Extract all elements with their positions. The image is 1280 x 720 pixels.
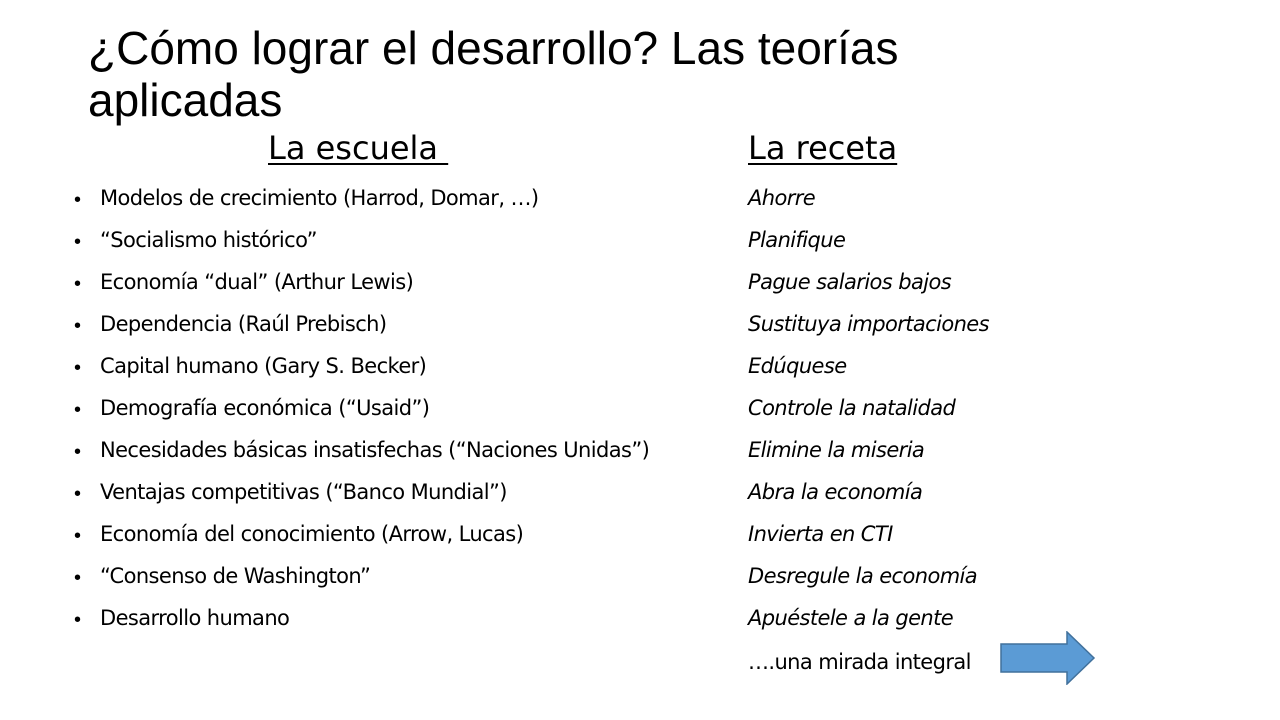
recipe-text: Pague salarios bajos (748, 270, 952, 294)
bullet-icon: • (74, 357, 82, 379)
school-text: “Socialismo histórico” (100, 228, 317, 252)
school-text: Capital humano (Gary S. Becker) (100, 354, 427, 378)
school-text: Necesidades básicas insatisfechas (“Naciones Unidas”) (100, 438, 650, 462)
closing-text: ….una mirada integral (748, 650, 971, 674)
bullet-icon: • (74, 525, 82, 547)
bullet-icon: • (74, 231, 82, 253)
column-header-school: La escuela (268, 129, 449, 167)
recipe-text: Edúquese (748, 354, 847, 378)
school-text: Dependencia (Raúl Prebisch) (100, 312, 387, 336)
slide-title: ¿Cómo lograr el desarrollo? Las teorías aplicadas (88, 22, 899, 126)
recipe-text: Ahorre (748, 186, 816, 210)
recipe-text: Controle la natalidad (748, 396, 956, 420)
school-text: “Consenso de Washington” (100, 564, 371, 588)
recipe-text: Desregule la economía (748, 564, 978, 588)
right-arrow-icon (1000, 631, 1096, 685)
school-text: Economía del conocimiento (Arrow, Lucas) (100, 522, 524, 546)
school-text: Ventajas competitivas (“Banco Mundial”) (100, 480, 507, 504)
school-text: Demografía económica (“Usaid”) (100, 396, 430, 420)
recipe-text: Apuéstele a la gente (748, 606, 954, 630)
school-text: Modelos de crecimiento (Harrod, Domar, …) (100, 186, 539, 210)
bullet-icon: • (74, 609, 82, 631)
recipe-text: Invierta en CTI (748, 522, 893, 546)
bullet-icon: • (74, 189, 82, 211)
recipe-text: Planifique (748, 228, 846, 252)
bullet-icon: • (74, 399, 82, 421)
recipe-text: Elimine la miseria (748, 438, 925, 462)
bullet-icon: • (74, 315, 82, 337)
bullet-icon: • (74, 441, 82, 463)
column-header-recipe: La receta (748, 129, 898, 167)
school-text: Desarrollo humano (100, 606, 290, 630)
bullet-icon: • (74, 273, 82, 295)
recipe-text: Abra la economía (748, 480, 923, 504)
bullet-icon: • (74, 567, 82, 589)
recipe-text: Sustituya importaciones (748, 312, 989, 336)
bullet-icon: • (74, 483, 82, 505)
school-text: Economía “dual” (Arthur Lewis) (100, 270, 414, 294)
